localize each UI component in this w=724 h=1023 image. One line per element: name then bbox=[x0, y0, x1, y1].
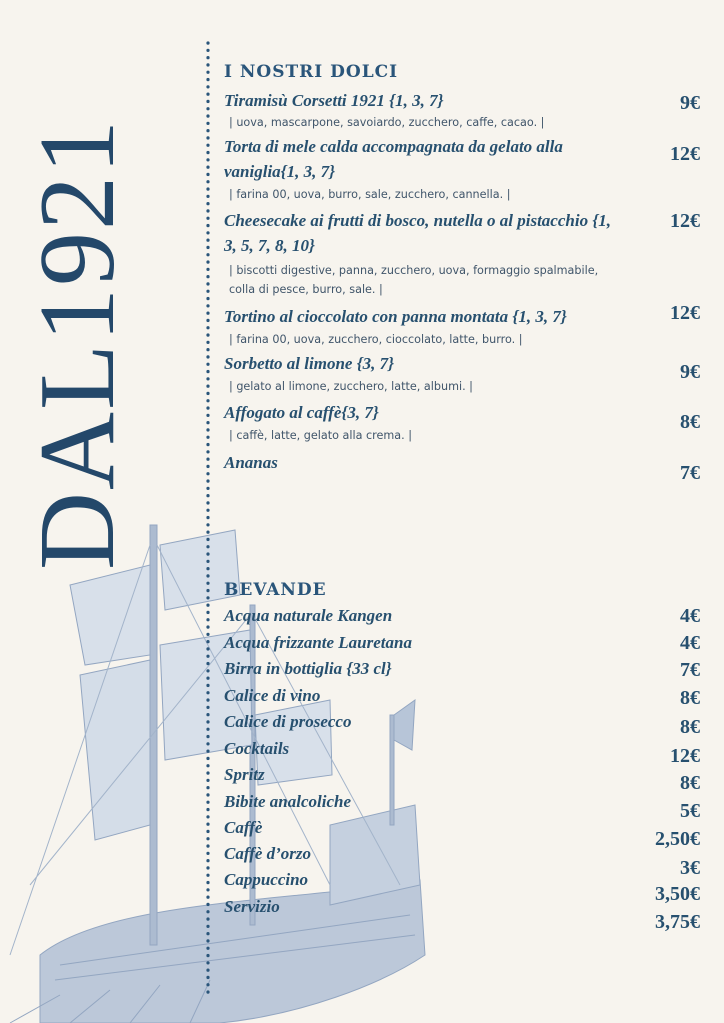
dessert-price: 7€ bbox=[680, 462, 700, 484]
drink-name: Bibite analcoliche bbox=[224, 792, 352, 811]
brand-logo-text: DAL1921 bbox=[18, 118, 137, 570]
drink-price: 5€ bbox=[680, 800, 700, 822]
drink-name: Caffè bbox=[224, 818, 263, 837]
dessert-name: Tortino al cioccolato con panna montata {1, 3, 7} bbox=[224, 307, 567, 326]
drink-name: Caffè d’orzo bbox=[224, 844, 312, 863]
drink-price: 3,50€ bbox=[655, 883, 700, 905]
drink-name: Birra in bottiglia {33 cl} bbox=[224, 659, 392, 678]
drink-price: 8€ bbox=[680, 716, 700, 738]
drink-price: 3€ bbox=[680, 857, 700, 879]
dessert-price: 12€ bbox=[670, 143, 700, 165]
drink-name: Calice di vino bbox=[224, 686, 321, 705]
drink-price: 4€ bbox=[680, 605, 700, 627]
dessert-name: Tiramisù Corsetti 1921 {1, 3, 7} bbox=[224, 91, 444, 110]
drink-price: 12€ bbox=[670, 745, 700, 767]
dessert-name: Cheesecake ai frutti di bosco, nutella o al pistacchio {1, 3, 5, 7, 8, 10} bbox=[224, 211, 611, 255]
dessert-name: Sorbetto al limone {3, 7} bbox=[224, 354, 395, 373]
drink-name: Cocktails bbox=[224, 739, 290, 758]
drink-price: 8€ bbox=[680, 772, 700, 794]
drink-name: Acqua frizzante Lauretana bbox=[224, 633, 412, 652]
dessert-desc: | farina 00, uova, zucchero, cioccolato, latte, burro. | bbox=[229, 333, 523, 346]
drinks-title: BEVANDE bbox=[224, 580, 327, 600]
dessert-name: Affogato al caffè{3, 7} bbox=[224, 403, 379, 422]
dessert-desc: | uova, mascarpone, savoiardo, zucchero, caffe, cacao. | bbox=[229, 116, 545, 129]
drink-price: 8€ bbox=[680, 687, 700, 709]
dessert-price: 9€ bbox=[680, 92, 700, 114]
dessert-desc: | biscotti digestive, panna, zucchero, uova, formaggio spalmabile, colla di pesce, burro, sale. | bbox=[229, 264, 599, 296]
drink-price: 4€ bbox=[680, 632, 700, 654]
dessert-price: 12€ bbox=[670, 302, 700, 324]
dessert-price: 12€ bbox=[670, 210, 700, 232]
drink-name: Servizio bbox=[224, 897, 280, 916]
drink-name: Acqua naturale Kangen bbox=[224, 606, 393, 625]
drink-price: 2,50€ bbox=[655, 828, 700, 850]
drink-name: Spritz bbox=[224, 765, 265, 784]
dessert-desc: | caffè, latte, gelato alla crema. | bbox=[229, 429, 413, 442]
drink-name: Calice di prosecco bbox=[224, 712, 352, 731]
drink-price: 7€ bbox=[680, 659, 700, 681]
dessert-name: Ananas bbox=[224, 453, 278, 472]
dessert-desc: | farina 00, uova, burro, sale, zucchero, cannella. | bbox=[229, 188, 511, 201]
dotted-divider bbox=[203, 43, 213, 993]
dessert-price: 9€ bbox=[680, 361, 700, 383]
desserts-title: I NOSTRI DOLCI bbox=[224, 62, 399, 82]
drink-price: 3,75€ bbox=[655, 911, 700, 933]
dessert-price: 8€ bbox=[680, 411, 700, 433]
dessert-desc: | gelato al limone, zucchero, latte, albumi. | bbox=[229, 380, 473, 393]
dessert-name: Torta di mele calda accompagnata da gelato alla vaniglia{1, 3, 7} bbox=[224, 137, 563, 181]
brand-logo bbox=[18, 60, 137, 580]
drink-name: Cappuccino bbox=[224, 870, 309, 889]
